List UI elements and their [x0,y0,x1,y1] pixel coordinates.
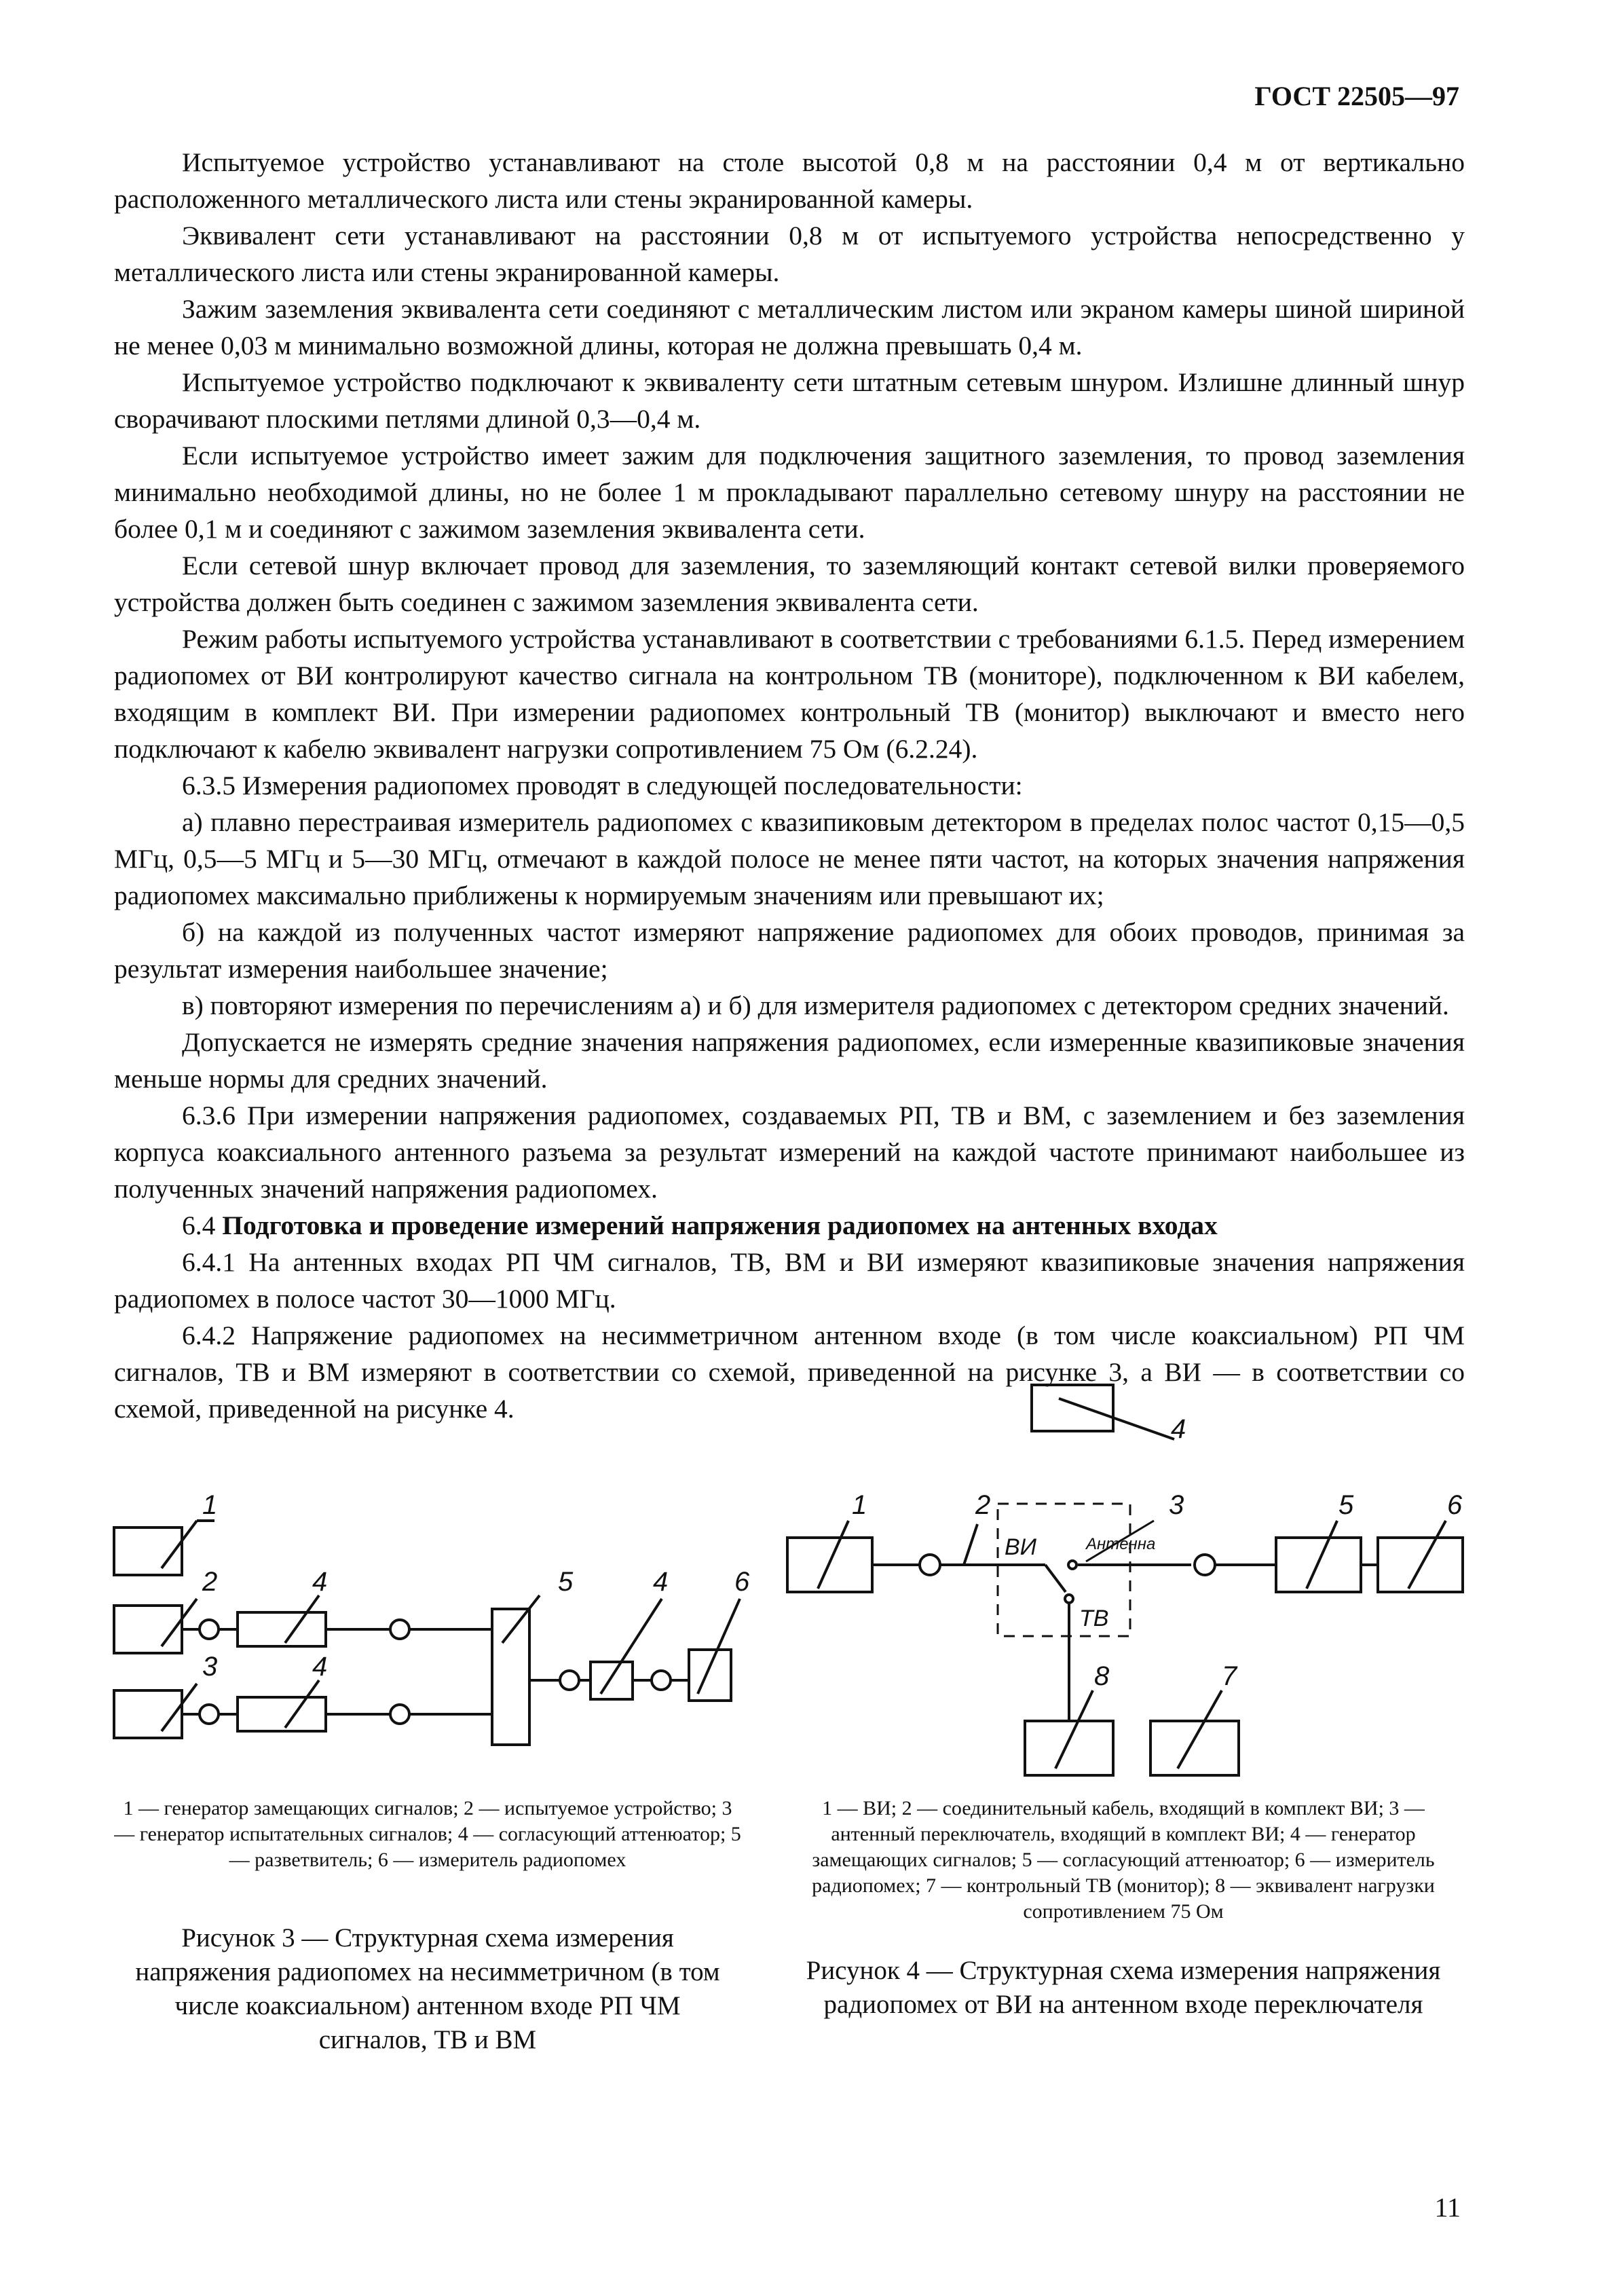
section-heading-text: Подготовка и проведение измерений напряжения радиопомех на антенных входах [222,1210,1218,1240]
block-8 [1025,1721,1113,1775]
block-4 [1032,1385,1113,1431]
fig3-label-2: 2 [202,1567,218,1597]
fig4-label-7: 7 [1222,1661,1237,1691]
paragraph: Эквивалент сети устанавливают на расстоянии 0,8 м от испытуемого устройства непосредственно у металлического листа или стены экранированной камеры. [114,221,1465,287]
fig3-label-5: 5 [558,1567,574,1597]
paragraph: Испытуемое устройство подключают к эквиваленту сети штатным сетевым шнуром. Излишне длинный шнур сворачивают плоскими петлями длиной 0,3—0,4 м. [114,367,1465,434]
fig4-label-6: 6 [1447,1490,1463,1520]
paragraph: 6.3.6 При измерении напряжения радиопомех, создаваемых РП, ТВ и ВМ, с заземлением и без заземления корпуса коаксиального антенного разъема за результат измерений на каждой частоте принимают наибольшее из полученных значений напряжения радиопомех. [114,1100,1465,1204]
figure-4-title: Рисунок 4 — Структурная схема измерения напряжения радиопомех от ВИ на антенном входе переключателя [806,1956,1441,2019]
fig4-label-1: 1 [852,1490,867,1520]
fig3-label-3: 3 [202,1652,218,1682]
fig3-label-4a: 4 [312,1567,328,1597]
fig4-label-8: 8 [1094,1661,1110,1691]
figure-4-diagram [787,1385,1463,1775]
block-4b [238,1697,326,1731]
fig3-label-1: 1 [202,1490,218,1520]
fig3-label-6: 6 [734,1567,750,1597]
block-4c [591,1662,633,1699]
block-6 [689,1650,731,1701]
block-5 [492,1609,529,1745]
block-3 [114,1690,182,1738]
block-1 [114,1527,182,1575]
paragraph: Если испытуемое устройство имеет зажим для подключения защитного заземления, то провод заземления минимально необходимой длины, но не более 1 м прокладывают параллельно сетевому шнуру на расстоянии не более 0,1 м и соединяют с зажимом заземления эквивалента сети. [114,441,1465,544]
fig4-label-3: 3 [1169,1490,1184,1520]
figure-4-legend: 1 — ВИ; 2 — соединительный кабель, входящий в комплект ВИ; 3 — антенный переключатель, входящий в комплект ВИ; 4 — генератор замещающих сигналов; 5 — согласующий аттенюатор; 6 — измеритель радиопомех; 7 — контрольный ТВ (монитор); 8 — эквивалент нагрузки сопротивлением 75 Ом [812,1797,1435,1923]
paragraph: Режим работы испытуемого устройства устанавливают в соответствии с требованиями 6.1.5. Перед измерением радиопомех от ВИ контролируют качество сигнала на контрольном ТВ (мониторе), подключенном к ВИ кабелем, входящим в комплект ВИ. При измерении радиопомех контрольный ТВ (монитор) выключают и вместо него подключают к кабелю эквивалент нагрузки сопротивлением 75 Ом (6.2.24). [114,624,1465,764]
section-number: 6.4 [182,1210,216,1240]
page-header-standard: ГОСТ 22505—97 [1254,81,1459,111]
figure-3-legend: 1 — генератор замещающих сигналов; 2 — испытуемое устройство; 3 — генератор испытательных сигналов; 4 — согласующий аттенюатор; 5 — разветвитель; 6 — измеритель радиопомех [114,1797,741,1871]
figure-3-diagram [114,1521,740,1745]
block-2 [114,1606,182,1653]
fig4-label-4: 4 [1171,1414,1186,1444]
fig4-text-vi: ВИ [1005,1534,1036,1560]
block-7 [1150,1721,1239,1775]
paragraph: 6.4.2 Напряжение радиопомех на несимметричном антенном входе (в том числе коаксиальном) РП ЧМ сигналов, ТВ и ВМ измеряют в соответствии со схемой, приведенной на рисунке 3, а ВИ — в соответствии со схемой, приведенной на рисунке 4. [114,1320,1465,1424]
block-4a [238,1612,326,1646]
fig3-label-4c: 4 [653,1567,669,1597]
fig4-label-5: 5 [1338,1490,1354,1520]
fig4-text-tv: ТВ [1079,1606,1109,1631]
paragraph: Зажим заземления эквивалента сети соединяют с металлическим листом или экраном камеры шиной шириной не менее 0,03 м минимально возможной длины, которая не должна превышать 0,4 м. [114,294,1465,360]
page-number: 11 [1434,2192,1461,2223]
fig4-label-2: 2 [975,1490,991,1520]
paragraph: б) на каждой из полученных частот измеряют напряжение радиопомех для обоих проводов, принимая за результат измерения наибольшее значение; [114,917,1465,984]
paragraph: Испытуемое устройство устанавливают на столе высотой 0,8 м на расстоянии 0,4 м от вертикально расположенного металлического листа или стены экранированной камеры. [114,147,1465,214]
paragraph: Если сетевой шнур включает провод для заземления, то заземляющий контакт сетевой вилки проверяемого устройства должен быть соединен с зажимом заземления эквивалента сети. [114,551,1465,617]
paragraph: 6.4.1 На антенных входах РП ЧМ сигналов, ТВ, ВМ и ВИ измеряют квазипиковые значения напряжения радиопомех в полосе частот 30—1000 МГц. [114,1247,1465,1314]
fig4-text-antenna: Антенна [1086,1535,1156,1553]
paragraph: в) повторяют измерения по перечислениям а) и б) для измерителя радиопомех с детектором средних значений. [182,990,1449,1020]
figure-3-title: Рисунок 3 — Структурная схема измерения напряжения радиопомех на несимметричном (в том числе коаксиальном) антенном входе РП ЧМ сигналов, ТВ и ВМ [135,1923,720,2054]
paragraph: а) плавно перестраивая измеритель радиопомех с квазипиковым детектором в пределах полос частот 0,15—0,5 МГц, 0,5—5 МГц и 5—30 МГц, отмечают в каждой полосе не менее пяти частот, на которых значения напряжения радиопомех максимально приближены к нормируемым значениям или превышают их; [114,807,1465,910]
paragraph: 6.3.5 Измерения радиопомех проводят в следующей последовательности: [182,771,1023,800]
fig3-label-4b: 4 [312,1652,328,1682]
block-3-switch [998,1504,1130,1636]
paragraph: Допускается не измерять средние значения напряжения радиопомех, если измеренные квазипиковые значения меньше нормы для средних значений. [114,1027,1465,1094]
